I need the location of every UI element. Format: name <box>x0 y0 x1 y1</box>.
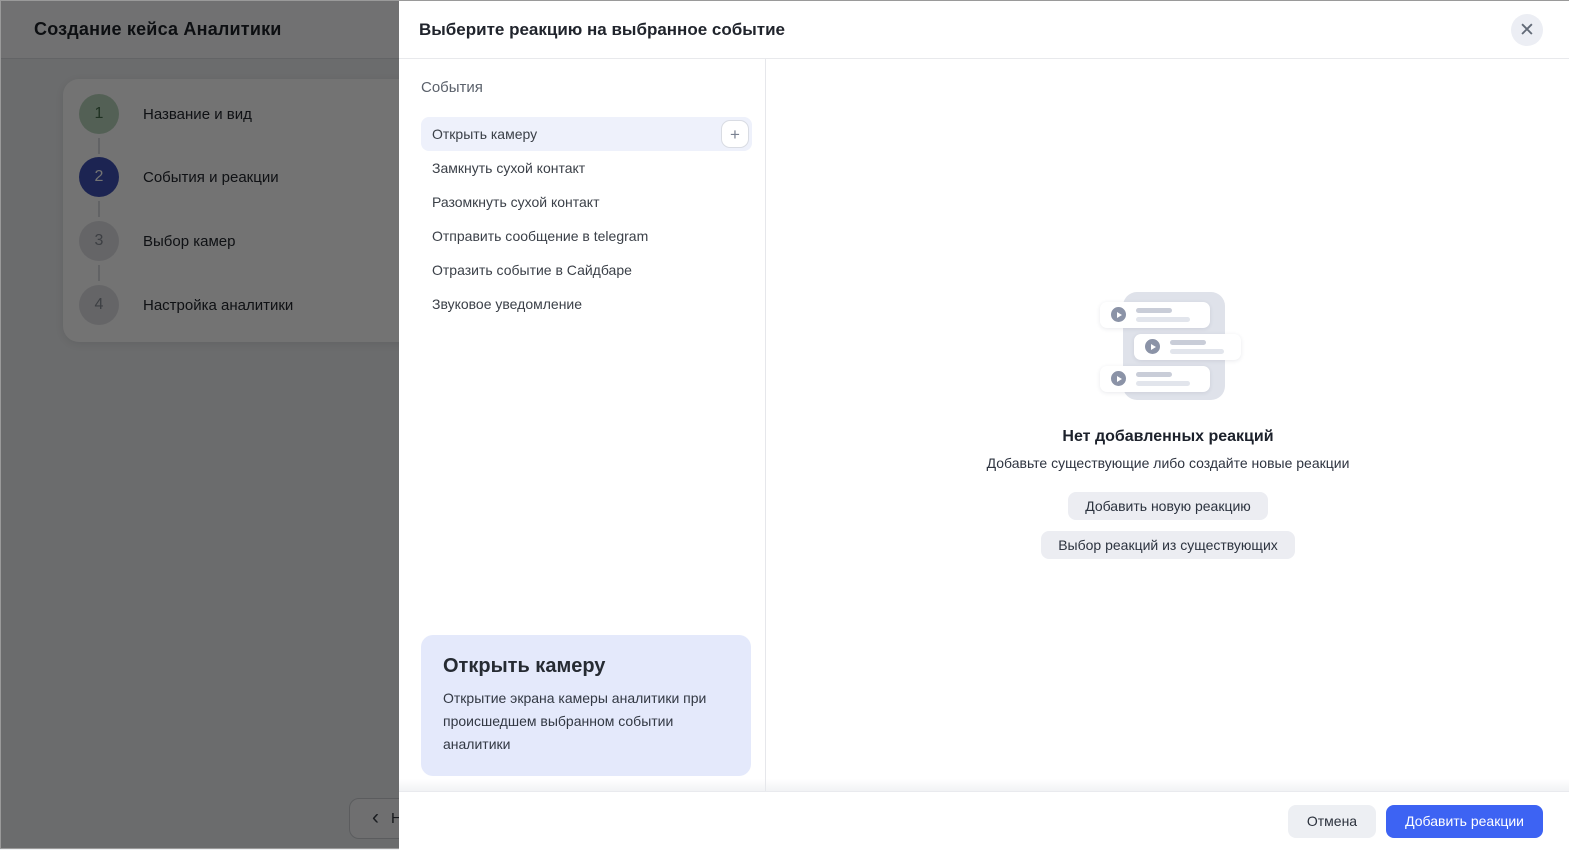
empty-state-title: Нет добавленных реакций <box>1062 427 1274 445</box>
empty-state-subtitle: Добавьте существующие либо создайте новые реакции <box>986 454 1350 471</box>
reaction-selection-modal <box>399 1 1569 850</box>
play-icon <box>1111 371 1126 386</box>
event-item-label: Разомкнуть сухой контакт <box>432 194 600 210</box>
modal-header <box>399 1 1569 59</box>
plus-icon: + <box>730 124 740 144</box>
events-heading: События <box>421 79 483 96</box>
event-item-close-dry-contact[interactable] <box>421 151 752 185</box>
event-info-card <box>421 635 751 776</box>
event-info-description: Открытие экрана камеры аналитики при происшедшем выбранном событии аналитики <box>443 689 707 752</box>
modal-footer <box>399 791 1569 850</box>
event-item-open-camera[interactable] <box>421 117 752 151</box>
event-item-label: Замкнуть сухой контакт <box>432 160 586 176</box>
add-reactions-submit-button[interactable]: Добавить реакции <box>1386 805 1543 838</box>
modal-body <box>399 59 1569 791</box>
event-item-show-in-sidebar[interactable] <box>421 253 752 287</box>
add-reaction-plus-button[interactable] <box>721 120 749 148</box>
add-new-reaction-button[interactable]: Добавить новую реакцию <box>1068 492 1268 520</box>
event-item-sound-notification[interactable] <box>421 287 752 321</box>
reactions-panel <box>766 59 1569 791</box>
cancel-button[interactable]: Отмена <box>1288 805 1376 838</box>
close-icon: ✕ <box>1519 19 1535 41</box>
reactions-empty-illustration <box>1095 292 1241 400</box>
modal-title: Выберите реакцию на выбранное событие <box>419 19 785 39</box>
event-item-label: Отправить сообщение в telegram <box>432 228 649 244</box>
event-item-label: Открыть камеру <box>432 126 538 142</box>
events-panel <box>399 59 766 791</box>
event-item-label: Звуковое уведомление <box>432 296 583 312</box>
event-item-send-telegram-message[interactable] <box>421 219 752 253</box>
event-item-open-dry-contact[interactable] <box>421 185 752 219</box>
choose-existing-reactions-button[interactable]: Выбор реакций из существующих <box>1041 531 1295 559</box>
close-button[interactable] <box>1511 14 1543 46</box>
illustration-card <box>1100 366 1210 392</box>
play-icon <box>1145 339 1160 354</box>
event-info-title: Открыть камеру <box>443 654 606 677</box>
play-icon <box>1111 307 1126 322</box>
illustration-card <box>1100 302 1210 328</box>
illustration-card <box>1134 334 1241 360</box>
event-item-label: Отразить событие в Сайдбаре <box>432 262 632 278</box>
